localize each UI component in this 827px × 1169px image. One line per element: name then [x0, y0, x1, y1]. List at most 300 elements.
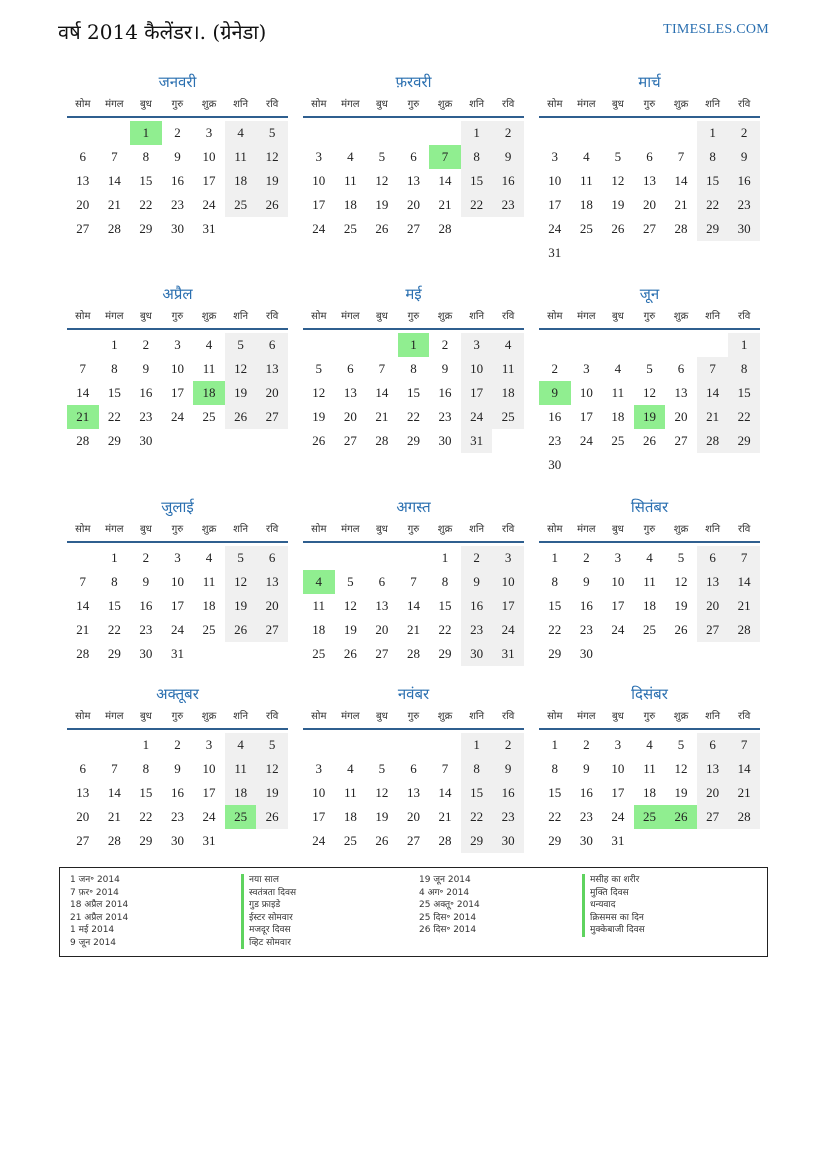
legend-entry: 1 जन॰ 2014 [70, 875, 120, 885]
day-cell: 20 [76, 809, 90, 824]
weekday-label: बुध [375, 311, 388, 322]
weekday-header [539, 708, 760, 730]
day-cell: 28 [76, 433, 90, 448]
month-name: दिसंबर [631, 685, 668, 703]
weekday-label: गुरु [171, 524, 184, 535]
day-cell: 27 [343, 433, 357, 448]
day-cell: 8 [410, 361, 417, 376]
day-cell: 22 [139, 809, 153, 824]
day-cell: 5 [677, 737, 685, 752]
legend-entry: व्हिट सोमवार [241, 937, 296, 950]
weekday-label: बुध [139, 711, 152, 722]
month-name: अक्तूबर [156, 685, 199, 703]
day-cell: 27 [406, 833, 420, 848]
day-cell: 2 [583, 737, 590, 752]
weekday-label: मंगल [341, 711, 360, 722]
weekday-label: शुक्र [437, 99, 453, 110]
day-cell: 9 [583, 761, 590, 776]
day-cell: 14 [76, 385, 90, 400]
weekday-label: शुक्र [201, 311, 217, 322]
day-cell: 2 [492, 733, 524, 757]
day-cell: 23 [579, 809, 593, 824]
day-cell: 6 [697, 546, 729, 570]
day-cell: 15 [548, 598, 562, 613]
day-grid [539, 333, 760, 477]
day-cell: 15 [139, 173, 153, 188]
day-cell: 5 [378, 761, 386, 776]
day-cell: 30 [139, 646, 153, 661]
day-cell: 24 [461, 405, 493, 429]
day-cell: 5 [256, 121, 288, 145]
day-cell: 29 [697, 217, 729, 241]
day-cell: 1 [551, 550, 559, 565]
day-cell: 29 [107, 433, 121, 448]
month-name: फ़रवरी [395, 73, 432, 91]
day-cell: 25 [343, 221, 357, 236]
day-cell: 3 [551, 149, 559, 164]
day-cell: 19 [611, 197, 625, 212]
day-cell: 3 [315, 149, 323, 164]
day-cell: 30 [461, 642, 493, 666]
day-cell: 17 [611, 598, 625, 613]
month-name: मार्च [638, 73, 661, 91]
day-cell: 6 [410, 149, 417, 164]
day-cell: 3 [461, 333, 493, 357]
day-cell: 23 [461, 618, 493, 642]
day-cell: 14 [674, 173, 688, 188]
weekday-header [303, 708, 524, 730]
day-cell: 4 [347, 149, 354, 164]
day-cell: 15 [406, 385, 420, 400]
month-block [67, 72, 288, 241]
day-cell: 18 [225, 781, 257, 805]
month-block [539, 284, 760, 477]
day-cell: 16 [492, 169, 524, 193]
day-cell: 27 [697, 805, 729, 829]
day-cell: 6 [677, 361, 685, 376]
day-cell: 12 [225, 357, 257, 381]
day-cell: 20 [76, 197, 90, 212]
weekday-header [67, 96, 288, 118]
day-cell: 30 [438, 433, 452, 448]
weekday-label: शनि [705, 311, 721, 322]
legend-entry: मुक्केबाजी दिवस [582, 924, 645, 937]
weekday-header [539, 308, 760, 330]
day-cell: 13 [674, 385, 688, 400]
day-cell: 5 [378, 149, 386, 164]
weekday-label: रवि [738, 99, 751, 110]
weekday-label: गुरु [407, 311, 420, 322]
weekday-label: शुक्र [437, 311, 453, 322]
day-cell: 2 [728, 121, 760, 145]
weekday-label: रवि [738, 524, 751, 535]
day-cell: 12 [225, 570, 257, 594]
weekday-label: बुध [139, 311, 152, 322]
day-cell: 5 [225, 546, 257, 570]
day-cell: 4 [646, 550, 653, 565]
weekday-label: रवि [266, 311, 279, 322]
weekday-label: सोम [311, 99, 327, 110]
day-cell: 30 [170, 833, 184, 848]
day-cell: 6 [347, 361, 354, 376]
day-cell: 26 [674, 622, 688, 637]
weekday-label: मंगल [341, 99, 360, 110]
day-cell: 4 [583, 149, 590, 164]
day-cell: 27 [76, 833, 90, 848]
weekday-label: शनि [469, 711, 485, 722]
holiday-cell: 1 [398, 333, 430, 357]
day-cell: 10 [170, 574, 184, 589]
day-cell: 8 [441, 574, 449, 589]
day-cell: 25 [202, 622, 216, 637]
day-cell: 10 [548, 173, 562, 188]
day-cell: 19 [343, 622, 357, 637]
month-block [539, 72, 760, 265]
day-cell: 24 [611, 622, 625, 637]
weekday-label: शुक्र [673, 524, 689, 535]
day-cell: 17 [202, 785, 216, 800]
day-cell: 26 [611, 221, 625, 236]
legend-names-col2 [582, 874, 645, 937]
day-cell: 16 [579, 785, 593, 800]
day-cell: 7 [410, 574, 417, 589]
day-cell: 1 [441, 550, 449, 565]
day-cell: 30 [170, 221, 184, 236]
day-grid [539, 733, 760, 853]
day-cell: 16 [170, 785, 184, 800]
day-cell: 18 [202, 598, 216, 613]
day-cell: 28 [438, 833, 452, 848]
weekday-header [303, 308, 524, 330]
weekday-label: गुरु [407, 99, 420, 110]
weekday-label: शनि [705, 711, 721, 722]
holiday-cell: 7 [429, 145, 461, 169]
day-cell: 13 [256, 357, 288, 381]
day-cell: 12 [375, 785, 389, 800]
day-cell: 19 [225, 594, 257, 618]
day-cell: 12 [312, 385, 326, 400]
day-cell: 28 [697, 429, 729, 453]
day-cell: 27 [642, 221, 656, 236]
day-cell: 8 [142, 149, 150, 164]
weekday-label: मंगल [577, 311, 596, 322]
weekday-label: बुध [611, 311, 624, 322]
weekday-label: शुक्र [437, 711, 453, 722]
day-cell: 13 [406, 173, 420, 188]
day-cell: 10 [611, 574, 625, 589]
day-cell: 25 [312, 646, 326, 661]
weekday-label: सोम [75, 311, 91, 322]
day-grid [303, 546, 524, 666]
month-block [539, 684, 760, 853]
day-cell: 2 [492, 121, 524, 145]
day-cell: 10 [312, 785, 326, 800]
day-cell: 14 [406, 598, 420, 613]
weekday-label: बुध [139, 524, 152, 535]
day-cell: 21 [107, 197, 121, 212]
day-cell: 14 [107, 785, 121, 800]
legend-entry: 1 मई 2014 [70, 925, 115, 935]
legend-entry: स्वतंत्रता दिवस [241, 887, 296, 900]
day-cell: 22 [438, 622, 452, 637]
day-cell: 24 [312, 221, 326, 236]
weekday-label: सोम [547, 311, 563, 322]
day-cell: 20 [343, 409, 357, 424]
day-cell: 16 [139, 598, 153, 613]
month-name: अप्रैल [162, 285, 193, 303]
day-cell: 23 [139, 622, 153, 637]
day-cell: 26 [256, 805, 288, 829]
weekday-label: सोम [75, 524, 91, 535]
day-cell: 14 [438, 785, 452, 800]
day-cell: 20 [256, 594, 288, 618]
day-cell: 24 [170, 622, 184, 637]
day-cell: 3 [614, 550, 622, 565]
day-grid [67, 121, 288, 241]
day-cell: 28 [375, 433, 389, 448]
day-cell: 11 [611, 385, 625, 400]
day-cell: 21 [674, 197, 688, 212]
month-name: मई [405, 285, 422, 303]
day-cell: 11 [202, 574, 216, 589]
day-cell: 22 [107, 622, 121, 637]
weekday-label: गुरु [171, 711, 184, 722]
day-cell: 7 [378, 361, 386, 376]
month-block [67, 497, 288, 666]
legend-entry: 7 फ़र॰ 2014 [70, 887, 119, 898]
day-cell: 19 [312, 409, 326, 424]
day-cell: 12 [642, 385, 656, 400]
weekday-label: मंगल [341, 524, 360, 535]
day-cell: 22 [107, 409, 121, 424]
weekday-label: गुरु [407, 524, 420, 535]
legend-entry: 19 जून 2014 [419, 875, 471, 885]
day-cell: 4 [646, 737, 653, 752]
day-cell: 17 [170, 385, 184, 400]
day-cell: 13 [343, 385, 357, 400]
day-cell: 16 [579, 598, 593, 613]
day-cell: 22 [548, 809, 562, 824]
day-cell: 16 [438, 385, 452, 400]
day-cell: 31 [611, 833, 625, 848]
day-cell: 8 [697, 145, 729, 169]
weekday-header [303, 96, 524, 118]
day-cell: 10 [461, 357, 493, 381]
day-cell: 26 [225, 405, 257, 429]
day-cell: 4 [205, 337, 213, 352]
day-cell: 2 [441, 337, 449, 352]
day-cell: 20 [674, 409, 688, 424]
weekday-label: शनि [469, 311, 485, 322]
day-cell: 22 [728, 405, 760, 429]
day-cell: 28 [674, 221, 688, 236]
day-cell: 20 [406, 197, 420, 212]
day-cell: 25 [343, 833, 357, 848]
day-cell: 24 [492, 618, 524, 642]
day-cell: 18 [343, 809, 357, 824]
day-cell: 5 [225, 333, 257, 357]
day-cell: 24 [170, 409, 184, 424]
legend-entry: 4 अग॰ 2014 [419, 887, 470, 898]
day-cell: 23 [438, 409, 452, 424]
day-cell: 19 [375, 197, 389, 212]
day-cell: 25 [225, 193, 257, 217]
day-cell: 23 [492, 193, 524, 217]
day-cell: 29 [406, 433, 420, 448]
day-cell: 9 [142, 361, 150, 376]
weekday-label: सोम [311, 711, 327, 722]
day-cell: 28 [107, 221, 121, 236]
day-cell: 11 [643, 574, 656, 589]
legend-names-col1 [241, 874, 296, 949]
day-grid [539, 121, 760, 265]
day-cell: 25 [611, 433, 625, 448]
day-cell: 18 [492, 381, 524, 405]
day-cell: 15 [461, 169, 493, 193]
day-cell: 8 [461, 145, 493, 169]
day-cell: 7 [728, 546, 760, 570]
day-cell: 3 [583, 361, 590, 376]
day-cell: 21 [375, 409, 389, 424]
day-cell: 2 [142, 550, 150, 565]
day-cell: 17 [579, 409, 593, 424]
day-cell: 28 [728, 618, 760, 642]
day-cell: 16 [728, 169, 760, 193]
day-cell: 11 [344, 785, 357, 800]
month-name: नवंबर [397, 685, 430, 703]
day-cell: 27 [256, 618, 288, 642]
day-cell: 5 [677, 550, 685, 565]
day-cell: 3 [492, 546, 524, 570]
day-cell: 23 [548, 433, 562, 448]
weekday-label: शनि [705, 524, 721, 535]
month-name: अगस्त [396, 498, 431, 516]
day-cell: 14 [76, 598, 90, 613]
day-cell: 18 [611, 409, 625, 424]
day-cell: 29 [548, 833, 562, 848]
day-cell: 7 [111, 149, 118, 164]
day-cell: 18 [642, 785, 656, 800]
day-cell: 13 [406, 785, 420, 800]
day-cell: 13 [642, 173, 656, 188]
day-grid [303, 121, 524, 241]
day-cell: 30 [579, 833, 593, 848]
day-cell: 13 [76, 785, 90, 800]
day-cell: 9 [583, 574, 590, 589]
weekday-label: सोम [311, 524, 327, 535]
day-cell: 15 [728, 381, 760, 405]
day-cell: 1 [728, 333, 760, 357]
day-cell: 20 [256, 381, 288, 405]
day-cell: 2 [583, 550, 590, 565]
weekday-header [303, 521, 524, 543]
day-cell: 27 [76, 221, 90, 236]
site-link[interactable]: TIMESLES.COM [663, 22, 769, 37]
day-cell: 21 [107, 809, 121, 824]
day-cell: 15 [107, 385, 121, 400]
legend-entry: 9 जून 2014 [70, 937, 117, 948]
day-cell: 10 [170, 361, 184, 376]
day-cell: 20 [406, 809, 420, 824]
day-grid [539, 546, 760, 666]
day-cell: 9 [441, 361, 449, 376]
day-cell: 24 [611, 809, 625, 824]
weekday-label: शुक्र [673, 99, 689, 110]
day-cell: 8 [461, 757, 493, 781]
day-cell: 6 [256, 546, 288, 570]
day-cell: 20 [375, 622, 389, 637]
day-cell: 30 [579, 646, 593, 661]
weekday-label: मंगल [577, 524, 596, 535]
day-cell: 1 [111, 550, 118, 565]
day-grid [67, 333, 288, 453]
day-cell: 19 [674, 785, 688, 800]
day-cell: 29 [461, 829, 493, 853]
holiday-legend [59, 867, 768, 957]
day-cell: 7 [677, 149, 685, 164]
day-cell: 24 [312, 833, 326, 848]
day-cell: 22 [406, 409, 420, 424]
day-cell: 4 [347, 761, 354, 776]
weekday-label: गुरु [643, 711, 656, 722]
day-cell: 26 [312, 433, 326, 448]
day-cell: 2 [551, 361, 559, 376]
weekday-header [539, 96, 760, 118]
day-cell: 6 [79, 761, 87, 776]
day-cell: 4 [614, 361, 622, 376]
day-cell: 15 [438, 598, 452, 613]
legend-entry: गुड फ्राइडे [241, 899, 296, 912]
day-cell: 17 [202, 173, 216, 188]
day-cell: 24 [579, 433, 593, 448]
day-cell: 17 [492, 594, 524, 618]
weekday-label: शनि [469, 99, 485, 110]
day-cell: 29 [438, 646, 452, 661]
holiday-cell: 18 [193, 381, 225, 405]
day-cell: 21 [697, 405, 729, 429]
day-cell: 15 [139, 785, 153, 800]
day-cell: 31 [202, 221, 216, 236]
day-cell: 23 [492, 805, 524, 829]
day-cell: 27 [674, 433, 688, 448]
weekday-label: शनि [233, 311, 249, 322]
weekday-label: बुध [139, 99, 152, 110]
legend-entry: ईस्टर सोमवार [241, 912, 296, 925]
day-cell: 17 [611, 785, 625, 800]
day-cell: 1 [461, 733, 493, 757]
weekday-label: सोम [547, 711, 563, 722]
day-cell: 12 [256, 145, 288, 169]
weekday-label: शुक्र [201, 524, 217, 535]
day-cell: 19 [256, 169, 288, 193]
day-cell: 14 [697, 381, 729, 405]
day-cell: 30 [548, 457, 562, 472]
day-cell: 9 [174, 761, 181, 776]
weekday-label: बुध [375, 711, 388, 722]
day-cell: 4 [492, 333, 524, 357]
day-cell: 5 [315, 361, 323, 376]
day-cell: 22 [461, 805, 493, 829]
day-cell: 14 [728, 570, 760, 594]
holiday-cell: 9 [539, 381, 571, 405]
month-block [303, 684, 524, 853]
holiday-cell: 1 [130, 121, 162, 145]
day-cell: 19 [674, 598, 688, 613]
day-cell: 9 [142, 574, 150, 589]
day-cell: 25 [202, 409, 216, 424]
day-cell: 28 [406, 646, 420, 661]
weekday-label: मंगल [105, 711, 124, 722]
